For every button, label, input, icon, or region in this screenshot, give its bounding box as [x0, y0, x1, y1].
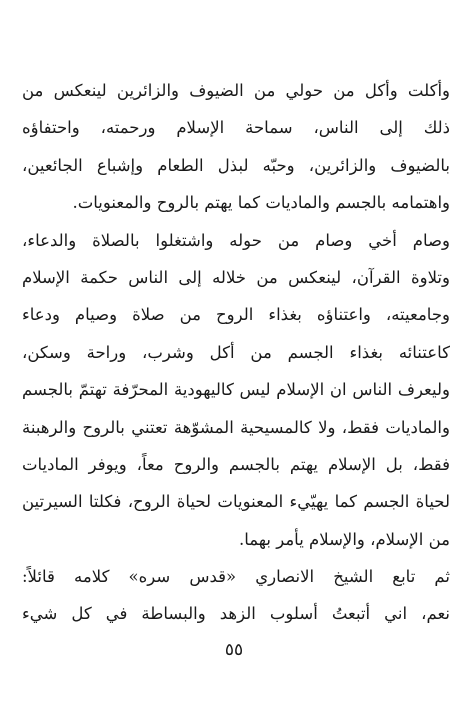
body-text: [22, 72, 450, 633]
text-line: ذلك إلى الناس، سماحة الإسلام ورحمته، واحتفاؤه: [22, 118, 450, 138]
text-line: فقط، بل الإسلام يهتم بالجسم والروح معاً، ويوفر الماديات: [22, 454, 450, 474]
text-line: نعم، اني أتبعتُ أسلوب الزهد والبساطة في كل شيء: [22, 604, 450, 624]
text-line: وتلاوة القرآن، لينعكس من خلاله إلى الناس حكمة الإسلام: [22, 267, 450, 287]
text-line: وصام أخي وصام من حوله واشتغلوا بالصلاة والدعاء،: [22, 230, 450, 250]
text-line: ثم تابع الشيخ الانصاري «قدس سره» كلامه قائلاً:: [22, 567, 450, 587]
text-line: لحياة الجسم كما يهيّيء المعنويات لحياة الروح، فكلتا السيرتين: [22, 492, 450, 512]
text-line: واهتمامه بالجسم والماديات كما يهتم بالروح والمعنويات.: [72, 193, 450, 213]
text-line: والماديات فقط، ولا كالمسيحية المشوّهة تعتني بالروح والرهبنة: [22, 417, 450, 437]
page-number: ٥٥: [224, 640, 244, 660]
text-line: وأكلت وأكل من حولي من الضيوف والزائرين لينعكس من: [22, 81, 450, 100]
text-line: وجامعيته، واعتناؤه بغذاء الروح من صلاة وصيام ودعاء: [22, 305, 450, 325]
text-line: من الإسلام، والإسلام يأمر بهما.: [238, 529, 450, 549]
text-line: بالضيوف والزائرين، وحبّه لبذل الطعام وإشباع الجائعين،: [22, 155, 450, 175]
text-line: وليعرف الناس ان الإسلام ليس كاليهودية المحرّفة تهتمّ بالجسم: [22, 380, 450, 400]
text-line: كاعتنائه بغذاء الجسم من أكل وشرب، وراحة وسكن،: [22, 342, 450, 362]
